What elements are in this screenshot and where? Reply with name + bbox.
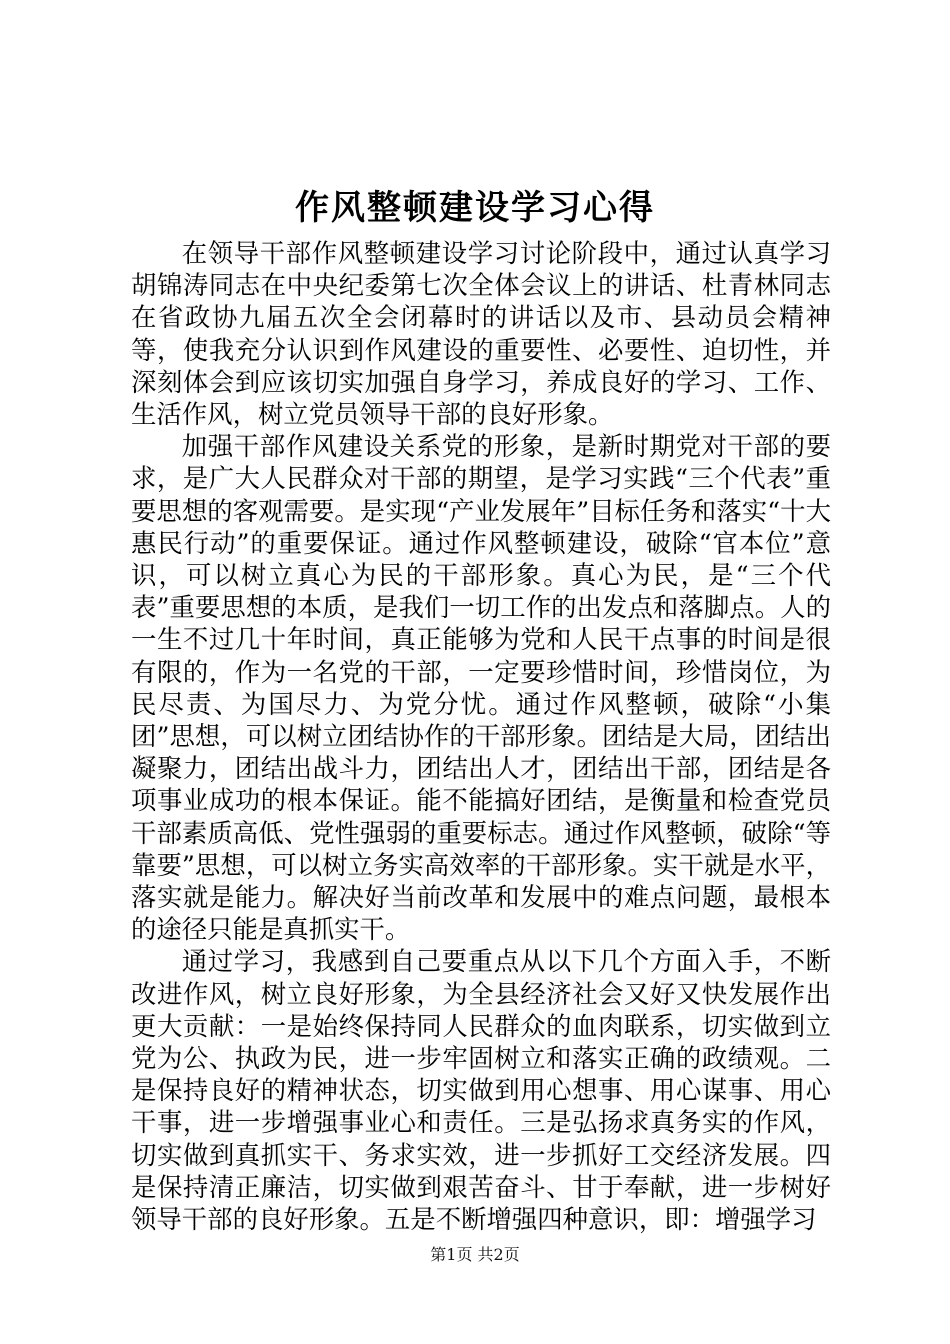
page-footer: 第1页 共2页: [430, 1245, 520, 1264]
paragraph-1: 在领导干部作风整顿建设学习讨论阶段中，通过认真学习胡锦涛同志在中央纪委第七次全体会议上的讲话、杜青林同志在省政协九届五次全会闭幕时的讲话以及市、县动员会精神等，使我充分认识到作风建设的重要性、必要性、迫切性，并深刻体会到应该切实加强自身学习，养成良好的学习、工作、生活作风，树立党员领导干部的良好形象。: [131, 238, 831, 430]
paragraph-2: 加强干部作风建设关系党的形象，是新时期党对干部的要求，是广大人民群众对干部的期望，是学习实践“三个代表”重要思想的客观需要。是实现“产业发展年”目标任务和落实“十大惠民行动”的重要保证。通过作风整顿建设，破除“官本位”意识，可以树立真心为民的干部形象。真心为民，是“三个代表”重要思想的本质，是我们一切工作的出发点和落脚点。人的一生不过几十年时间，真正能够为党和人民干点事的时间是很有限的，作为一名党的干部，一定要珍惜时间，珍惜岗位，为民尽责、为国尽力、为党分忧。通过作风整顿，破除“小集团”思想，可以树立团结协作的干部形象。团结是大局，团结出凝聚力，团结出战斗力，团结出人才，团结出干部，团结是各项事业成功的根本保证。能不能搞好团结，是衡量和检查党员干部素质高低、党性强弱的重要标志。通过作风整顿，破除“等靠要”思想，可以树立务实高效率的干部形象。实干就是水平，落实就是能力。解决好当前改革和发展中的难点问题，最根本的途径只能是真抓实干。: [131, 431, 831, 945]
document-title: 作风整顿建设学习心得: [295, 188, 655, 228]
paragraph-3: 通过学习，我感到自己要重点从以下几个方面入手，不断改进作风，树立良好形象，为全县经济社会又好又快发展作出更大贡献：一是始终保持同人民群众的血肉联系，切实做到立党为公、执政为民，进一步牢固树立和落实正确的政绩观。二是保持良好的精神状态，切实做到用心想事、用心谋事、用心干事，进一步增强事业心和责任。三是弘扬求真务实的作风，切实做到真抓实干、务求实效，进一步抓好工交经济发展。四是保持清正廉洁，切实做到艰苦奋斗、甘于奉献，进一步树好领导干部的良好形象。五是不断增强四种意识，即：增强学习: [131, 946, 831, 1235]
document-body: [131, 237, 831, 1235]
